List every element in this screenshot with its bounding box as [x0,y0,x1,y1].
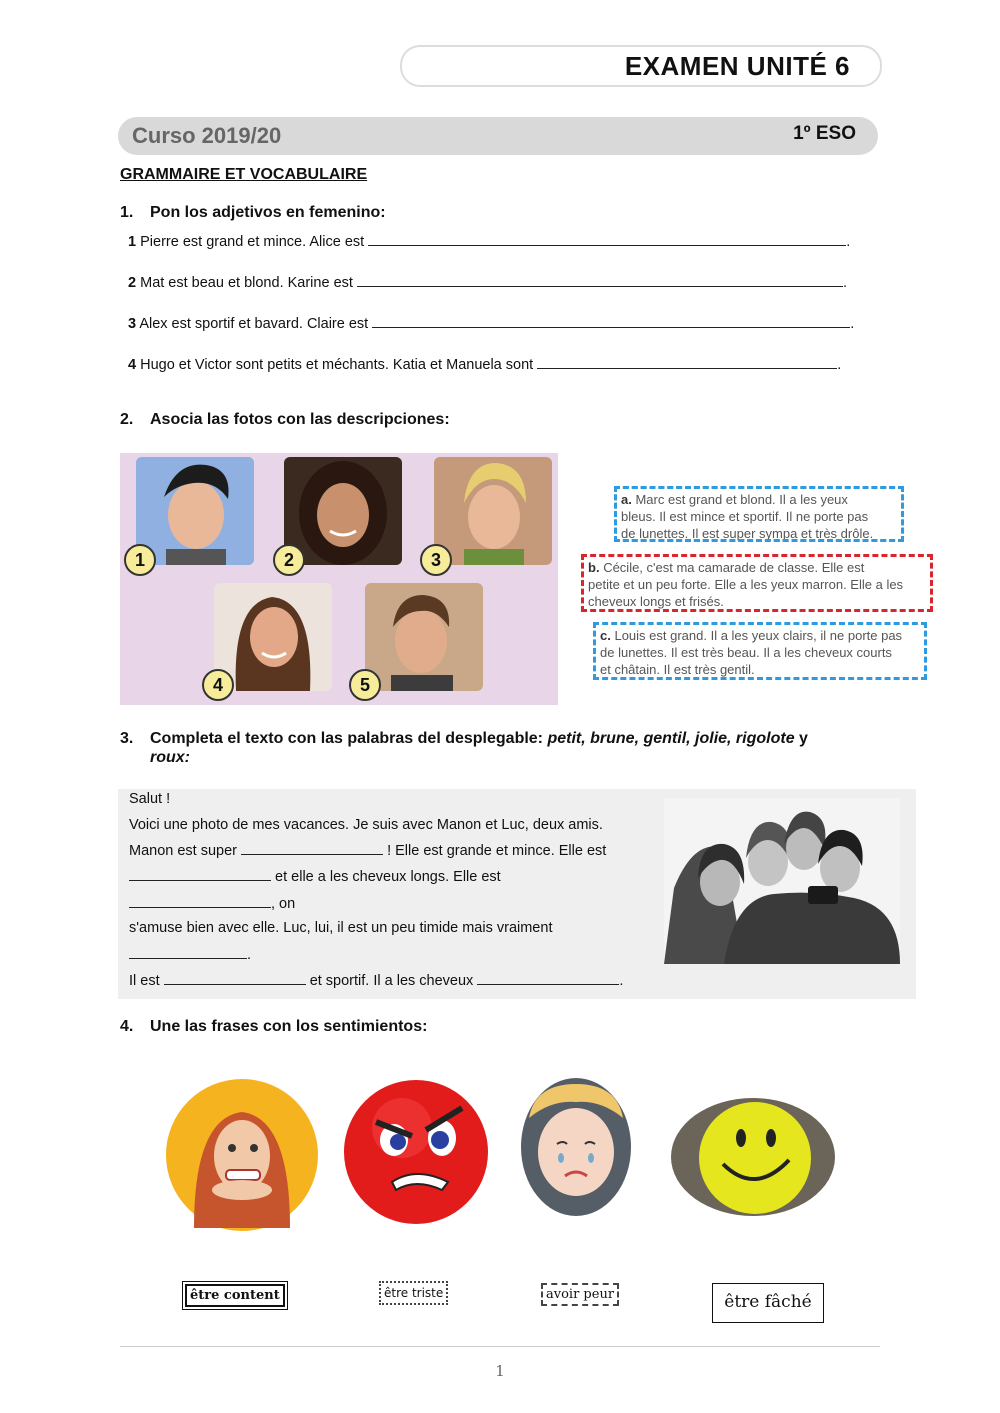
item-number: 1 [128,234,137,250]
description-label: c. [600,628,611,643]
word-bank: petit, brune, gentil, jolie, rigolote [547,730,795,747]
answer-blank[interactable] [368,233,846,246]
item-end: . [842,275,847,291]
item-end: . [850,316,855,332]
letter-text: . [619,973,624,989]
question-text: Asocia las fotos con las descripciones: [150,411,450,428]
portrait-photo [214,583,332,691]
item-number: 2 [128,275,137,291]
word-bank-last: roux: [150,749,190,766]
angry-emoji-image [342,1078,490,1226]
description-line: cheveux longs et frisés. [588,594,724,609]
answer-blank[interactable] [129,868,271,881]
letter-line [129,972,623,989]
sad-face-icon [521,1078,631,1216]
angry-face-icon [342,1078,490,1226]
description-line: de lunettes. Il est très beau. Il a les cheveux courts [600,645,892,660]
description-line: petite et un peu forte. Elle a les yeux marron. Elle a les [588,577,904,592]
question-number: 3. [120,730,134,747]
letter-line [129,842,606,859]
answer-blank[interactable] [372,315,850,328]
exercise-1-item [128,356,841,373]
question-number: 4. [120,1018,134,1035]
answer-blank[interactable] [537,356,837,369]
footer-divider [120,1346,880,1347]
happy-ball-image [671,1098,835,1216]
photo-number-badge: 1 [124,544,156,576]
description-line: bleus. Il est mince et sportif. Il ne porte pas [621,509,869,524]
item-end: . [846,234,851,250]
item-number: 3 [128,316,137,332]
item-end: . [837,357,842,373]
title-box [400,45,882,87]
item-text: Alex est sportif et bavard. Claire est [139,316,369,332]
friends-selfie-photo [664,798,900,964]
item-text: Hugo et Victor sont petits et méchants. Katia et Manuela sont [140,357,534,373]
answer-blank[interactable] [477,972,619,985]
question-text-conjunction: y [799,730,808,747]
section-heading: GRAMMAIRE ET VOCABULAIRE [120,166,368,183]
exam-title: EXAMEN UNITÉ 6 [624,51,850,81]
photo-number-badge: 2 [273,544,305,576]
letter-text: et sportif. Il a les cheveux [309,973,474,989]
course-bar [118,117,878,155]
scared-face-icon [164,1078,320,1232]
happy-face-icon [671,1098,835,1216]
letter-line: Salut ! [129,791,171,807]
letter-text: ! Elle est grande et mince. Elle est [387,843,607,859]
question-text: Une las frases con los sentimientos: [150,1018,428,1035]
boy-blond-hair-image [434,457,552,565]
question-3-title [120,729,860,767]
description-b [581,554,933,612]
photo-number-badge: 4 [202,669,234,701]
item-text: Mat est beau et blond. Karine est [140,275,353,291]
exercise-1-item [128,233,850,250]
exercise-1-item [128,274,847,291]
girl-long-hair-image [214,583,332,691]
letter-text: Manon est super [129,843,238,859]
course-level: 1º ESO [793,123,856,144]
description-line: et châtain. Il est très gentil. [600,662,755,677]
question-text: Pon los adjetivos en femenino: [150,204,386,221]
letter-line: s'amuse bien avec elle. Luc, lui, il est un peu timide mais vraiment [129,920,553,936]
question-2-title [120,411,450,429]
answer-blank[interactable] [164,972,306,985]
portrait-photo [365,583,483,691]
description-c [593,622,927,680]
question-4-title [120,1018,427,1036]
sad-girl-image [521,1078,631,1216]
letter-line [129,868,501,885]
question-text: Completa el texto con las palabras del desplegable: [150,730,544,747]
girl-curly-hair-image [284,457,402,565]
item-number: 4 [128,357,137,373]
answer-blank[interactable] [357,274,843,287]
letter-line: Voici une photo de mes vacances. Je suis avec Manon et Luc, deux amis. [129,817,603,833]
answer-blank[interactable] [129,895,271,908]
scared-girl-image [164,1078,320,1232]
portrait-photo [284,457,402,565]
question-number: 1. [120,204,134,221]
question-1-title [120,204,386,222]
photo-number-badge: 3 [420,544,452,576]
question-number: 2. [120,411,134,428]
feeling-label-angry[interactable]: être fâché [712,1283,824,1323]
letter-text: Il est [129,973,160,989]
letter-text: . [247,947,252,963]
boy-brown-hair-image [365,583,483,691]
letter-text: et elle a les cheveux longs. Elle est [275,869,501,885]
letter-line [129,946,251,963]
description-label: a. [621,492,632,507]
description-line: de lunettes. Il est super sympa et très drôle. [621,526,874,541]
item-text: Pierre est grand et mince. Alice est [140,234,365,250]
description-label: b. [588,560,600,575]
letter-line [129,895,295,912]
portrait-photo [136,457,254,565]
answer-blank[interactable] [241,842,383,855]
photo-panel [120,453,558,705]
portrait-photo [434,457,552,565]
feeling-label-sad[interactable]: être triste [379,1281,448,1305]
course-year: Curso 2019/20 [132,123,282,148]
description-line: Cécile, c'est ma camarade de classe. Elle est [603,560,865,575]
answer-blank[interactable] [129,946,247,959]
description-a [614,486,904,542]
exercise-1-item [128,315,854,332]
description-line: Marc est grand et blond. Il a les yeux [635,492,848,507]
page-number: 1 [495,1362,505,1380]
friends-group-image [664,798,900,964]
letter-text: , on [271,896,296,912]
photo-number-badge: 5 [349,669,381,701]
description-line: Louis est grand. Il a les yeux clairs, il ne porte pas [614,628,903,643]
feeling-label-fear[interactable]: avoir peur [541,1283,619,1306]
boy-dark-hair-image [136,457,254,565]
feeling-label-content[interactable]: être content [185,1284,285,1307]
